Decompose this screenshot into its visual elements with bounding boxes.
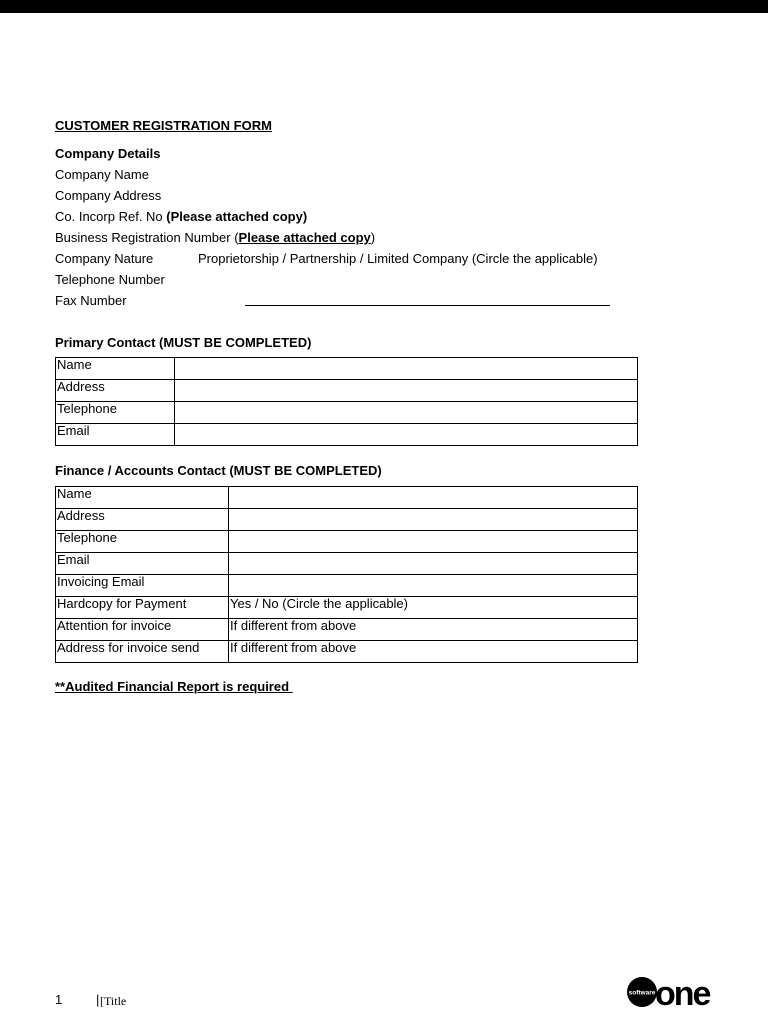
- top-black-bar: [0, 0, 768, 13]
- row-value-cell[interactable]: [229, 575, 638, 597]
- row-value-cell[interactable]: [175, 358, 638, 380]
- logo-large-text: one: [655, 976, 710, 1010]
- incorp-ref-label: Co. Incorp Ref. No: [55, 209, 167, 224]
- company-nature-options: Proprietorship / Partnership / Limited Company (Circle the applicable): [198, 251, 598, 266]
- table-row: [56, 380, 638, 402]
- footer-page-number: 1: [55, 992, 63, 1007]
- row-label: Address: [56, 509, 229, 531]
- form-title: CUSTOMER REGISTRATION FORM: [55, 118, 272, 133]
- row-label: Address for invoice send: [56, 641, 229, 663]
- table-row: [56, 597, 638, 619]
- telephone-number-label: Telephone Number: [55, 272, 165, 287]
- row-value-cell[interactable]: [175, 380, 638, 402]
- logo-small-text: software: [628, 989, 656, 997]
- table-row: [56, 531, 638, 553]
- row-label: Address: [56, 380, 175, 402]
- brn-label: Business Registration Number (: [55, 230, 239, 245]
- fax-number-label: Fax Number: [55, 293, 127, 308]
- table-row: [56, 424, 638, 446]
- company-address-label: Company Address: [55, 188, 162, 203]
- row-value-cell[interactable]: If different from above: [229, 641, 638, 663]
- row-label: Telephone: [56, 402, 175, 424]
- company-nature-label: Company Nature: [55, 251, 154, 266]
- brn-note: Please attached copy: [238, 230, 371, 245]
- row-value-cell[interactable]: [229, 487, 638, 509]
- row-value-cell[interactable]: [229, 509, 638, 531]
- finance-contact-table: [55, 486, 638, 663]
- brn-row: [55, 230, 375, 246]
- table-row: [56, 575, 638, 597]
- footer-title: [Title: [100, 994, 127, 1008]
- row-label: Name: [56, 487, 229, 509]
- table-row: [56, 641, 638, 663]
- row-value-cell[interactable]: [229, 553, 638, 575]
- table-row: [56, 402, 638, 424]
- row-value-cell[interactable]: [175, 402, 638, 424]
- primary-contact-table: [55, 357, 638, 446]
- footer-separator: |: [96, 992, 100, 1007]
- table-row: [56, 487, 638, 509]
- row-value-cell[interactable]: If different from above: [229, 619, 638, 641]
- company-name-label: Company Name: [55, 167, 149, 182]
- row-label: Email: [56, 553, 229, 575]
- softwareone-logo: [626, 976, 716, 1010]
- row-label: Hardcopy for Payment: [56, 597, 229, 619]
- fax-number-line[interactable]: [245, 305, 610, 306]
- audited-report-note: **Audited Financial Report is required: [55, 679, 293, 694]
- row-label: Email: [56, 424, 175, 446]
- brn-close: ): [370, 230, 376, 245]
- table-row: [56, 619, 638, 641]
- incorp-ref-row: [55, 209, 307, 225]
- table-row: [56, 509, 638, 531]
- finance-contact-heading: Finance / Accounts Contact (MUST BE COMPLETED): [55, 463, 382, 478]
- row-label: Attention for invoice: [56, 619, 229, 641]
- row-value-cell[interactable]: Yes / No (Circle the applicable): [229, 597, 638, 619]
- table-row: [56, 553, 638, 575]
- row-value-cell[interactable]: [175, 424, 638, 446]
- row-label: Name: [56, 358, 175, 380]
- row-label: Telephone: [56, 531, 229, 553]
- row-value-cell[interactable]: [229, 531, 638, 553]
- primary-contact-heading: Primary Contact (MUST BE COMPLETED): [55, 335, 312, 350]
- row-label: Invoicing Email: [56, 575, 229, 597]
- table-row: [56, 358, 638, 380]
- company-details-heading: Company Details: [55, 146, 161, 161]
- incorp-ref-note: (Please attached copy): [166, 209, 308, 224]
